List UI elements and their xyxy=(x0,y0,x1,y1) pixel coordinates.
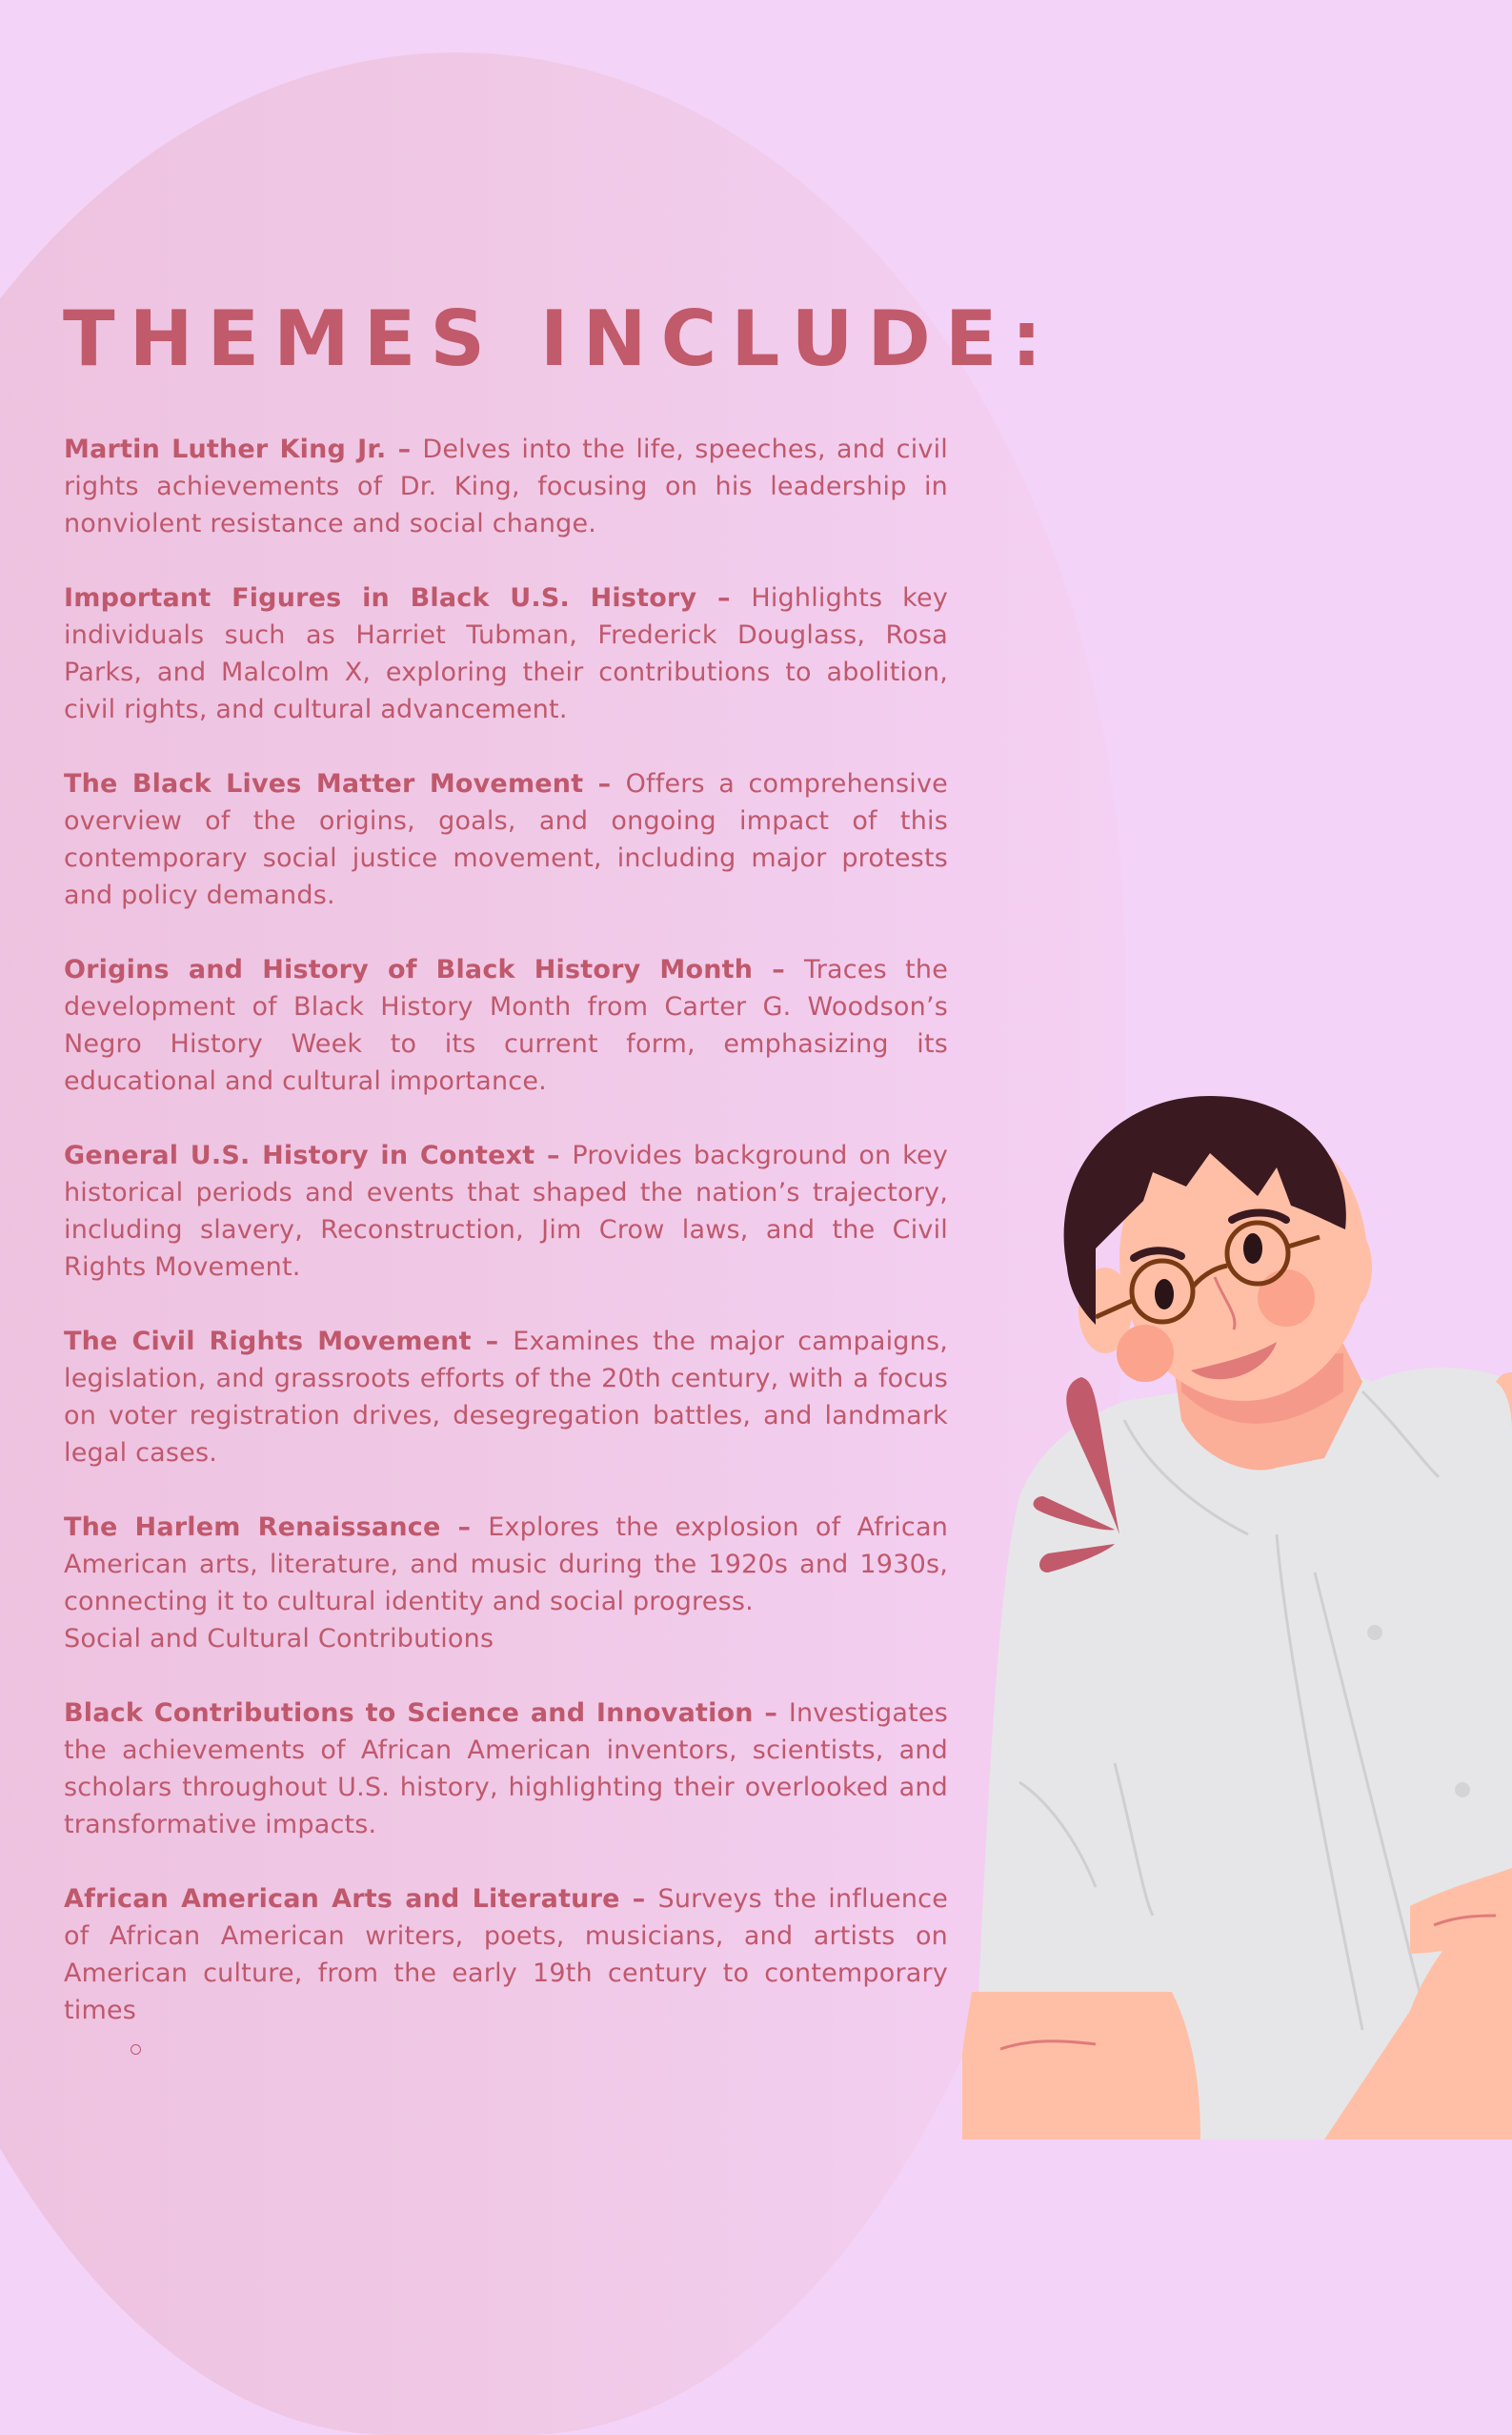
theme-description: Provides background on key historical periods and events that shaped the nation’s trajectory, including slavery, Reconstruction, Jim Crow laws, and the Civil Rights Movement. xyxy=(64,1141,949,1282)
theme-description: Highlights key individuals such as Harriet Tubman, Frederick Douglass, Rosa Parks, and Malcolm X, exploring their contributions to abolition, civil rights, and cultural advancement. xyxy=(64,583,949,724)
theme-item xyxy=(64,1880,948,2029)
theme-separator: – xyxy=(440,1512,489,1542)
theme-separator: – xyxy=(753,955,804,984)
theme-description: Explores the explosion of African American arts, literature, and music during the 1920s and 1930s, connecting it to cultural identity and social progress. xyxy=(64,1512,949,1616)
theme-item xyxy=(64,1509,948,1657)
theme-item xyxy=(64,579,948,728)
theme-item xyxy=(64,765,948,914)
page-title: THEMES INCLUDE: xyxy=(63,294,1057,383)
bullet-circle-icon xyxy=(131,2044,141,2055)
theme-name: Martin Luther King Jr. xyxy=(64,435,387,464)
man-pointing-illustration xyxy=(962,1077,1512,2140)
theme-item xyxy=(64,1137,948,1286)
theme-name: Black Contributions to Science and Innovation xyxy=(64,1698,754,1728)
theme-name: The Harlem Renaissance xyxy=(64,1512,441,1542)
themes-list xyxy=(64,431,948,2066)
theme-separator: – xyxy=(753,1698,789,1728)
theme-description: Investigates the achievements of African American inventors, scientists, and scholars throughout U.S. history, highlighting their overlooked and transformative impacts. xyxy=(64,1698,948,1839)
theme-name: Origins and History of Black History Month xyxy=(64,955,754,984)
theme-item xyxy=(64,1694,948,1843)
theme-name: Important Figures in Black U.S. History xyxy=(64,583,697,613)
theme-item xyxy=(64,1323,948,1471)
theme-name: General U.S. History in Context xyxy=(64,1141,535,1170)
theme-separator: – xyxy=(534,1141,573,1170)
theme-description: Traces the development of Black History Month from Carter G. Woodson’s Negro History Week to its current form, emphasizing its educational and cultural importance. xyxy=(64,955,948,1096)
theme-item xyxy=(64,431,948,542)
theme-description: Examines the major campaigns, legislation, and grassroots efforts of the 20th century, with a focus on voter registration drives, desegregation battles, and landmark legal cases. xyxy=(64,1327,948,1468)
theme-item xyxy=(64,951,948,1100)
theme-description: Surveys the influence of African American writers, poets, musicians, and artists on American culture, from the early 19th century to contemporary times xyxy=(64,1884,949,2025)
theme-name: The Black Lives Matter Movement xyxy=(64,769,584,799)
theme-subheading: Social and Cultural Contributions xyxy=(64,1624,494,1654)
theme-description: Delves into the life, speeches, and civil rights achievements of Dr. King, focusing on his leadership in nonviolent resistance and social change. xyxy=(64,435,948,538)
theme-separator: – xyxy=(583,769,626,799)
theme-separator: – xyxy=(619,1884,658,1914)
theme-name: African American Arts and Literature xyxy=(64,1884,620,1914)
theme-separator: – xyxy=(471,1327,514,1356)
theme-description: Offers a comprehensive overview of the origins, goals, and ongoing impact of this contemporary social justice movement, including major protests and policy demands. xyxy=(64,769,948,910)
left-arm xyxy=(962,1992,1200,2140)
theme-separator: – xyxy=(696,583,752,613)
theme-separator: – xyxy=(386,435,423,464)
theme-name: The Civil Rights Movement xyxy=(64,1327,472,1356)
